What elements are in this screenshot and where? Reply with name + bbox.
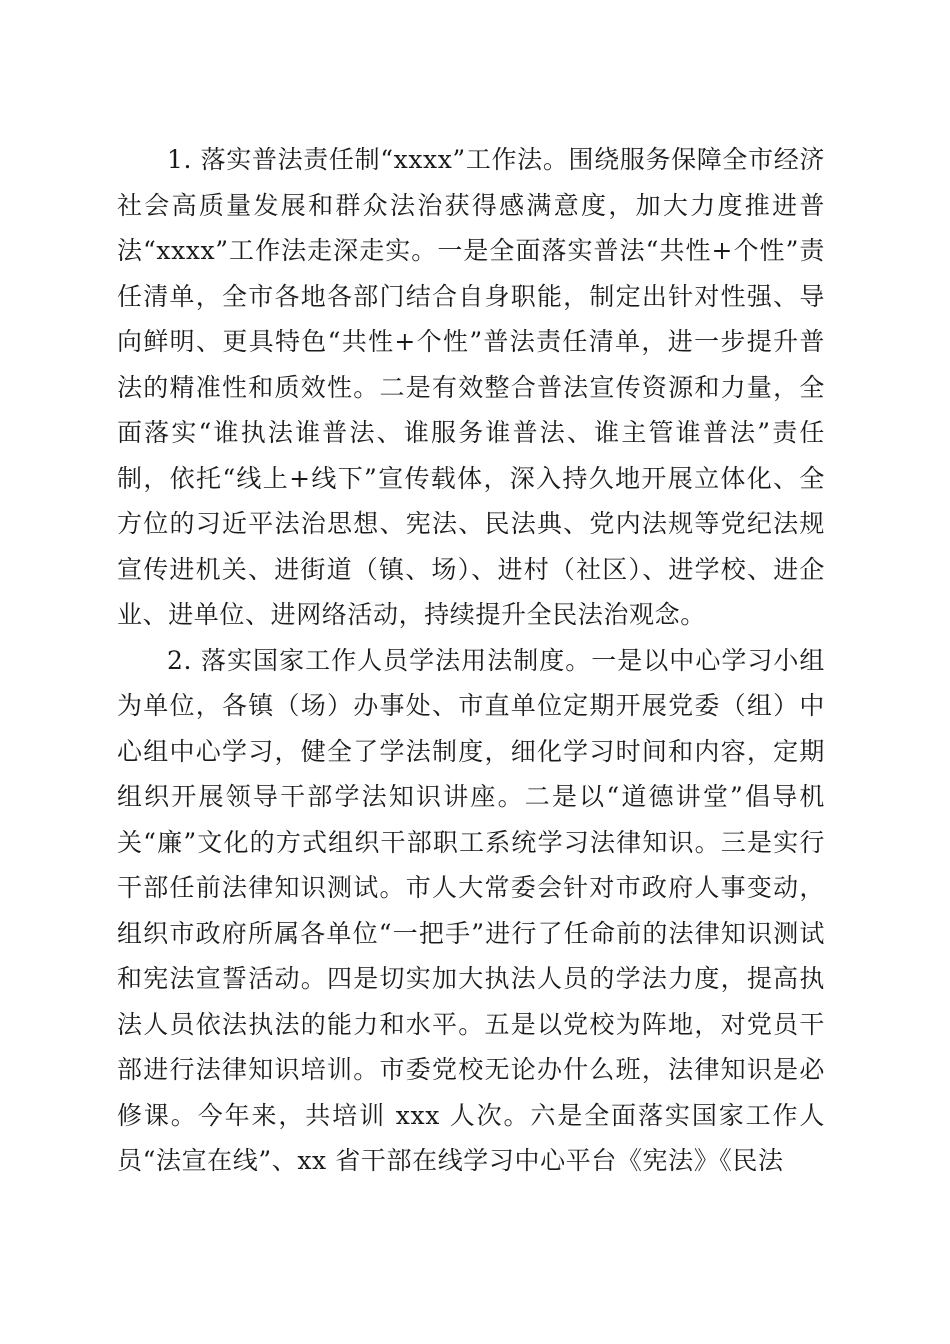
paragraph-2: 2. 落实国家工作人员学法用法制度。一是以中心学习小组为单位，各镇（场）办事处、市直单位定期开展党委（组）中心组中心学习，健全了学法制度，细化学习时间和内容，定期组织开展领导干部学法知识讲座。二是以“道德讲堂”倡导机关“廉”文化的方式组织干部职工系统学习法律知识。三是实行干部任前法律知识测试。市人大常委会针对市政府人事变动，组织市政府所属各单位“一把手”进行了任命前的法律知识测试和宪法宣誓活动。四是切实加大执法人员的学法力度，提高执法人员依法执法的能力和水平。五是以党校为阵地，对党员干部进行法律知识培训。市委党校无论办什么班，法律知识是必修课。今年来，共培训 xxx 人次。六是全面落实国家工作人员“法宣在线”、xx 省干部在线学习中心平台《宪法》《民法 <box>117 645 825 1175</box>
document-body <box>117 137 825 1184</box>
paragraph-1: 1. 落实普法责任制“xxxx”工作法。围绕服务保障全市经济社会高质量发展和群众法治获得感满意度，加大力度推进普法“xxxx”工作法走深走实。一是全面落实普法“共性+个性”责任清单，全市各地各部门结合自身职能，制定出针对性强、导向鲜明、更具特色“共性+个性”普法责任清单，进一步提升普法的精准性和质效性。二是有效整合普法宣传资源和力量，全面落实“谁执法谁普法、谁服务谁普法、谁主管谁普法”责任制，依托“线上+线下”宣传载体，深入持久地开展立体化、全方位的习近平法治思想、宪法、民法典、党内法规等党纪法规宣传进机关、进街道（镇、场）、进村（社区）、进学校、进企业、进单位、进网络活动，持续提升全民法治观念。 <box>117 145 825 629</box>
